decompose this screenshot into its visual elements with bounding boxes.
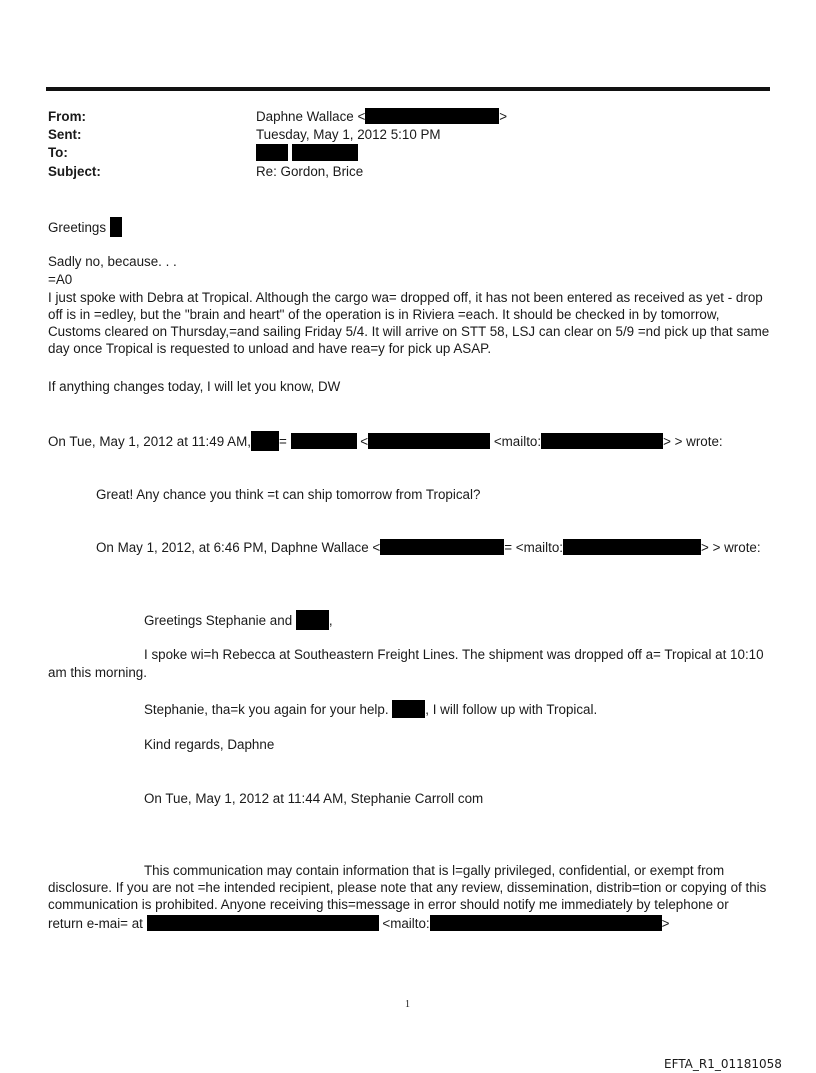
quote1-suffix: > > wrote: [663,434,723,449]
quote2-header [96,539,761,556]
from-close: > [499,109,508,124]
page-number: 1 [405,999,410,1010]
disclaimer-return-prefix: return e-mai= at [48,916,143,931]
body-paragraph-2: If anything changes today, I will let you know, DW [48,379,341,394]
redaction [365,108,499,124]
document-id: EFTA_R1_01181058 [664,1057,782,1071]
header-rule [46,87,770,91]
sent-value: Tuesday, May 1, 2012 5:10 PM [256,127,441,142]
disclaimer-mailto: <mailto: [382,916,430,931]
disclaimer-text: This communication may contain information that is l=gally privileged, confidential, or exempt from disclosure. If you are not =he intended recipient, please note that any review, dissemination, distrib=tion or copying of this communication is prohibited. Anyone receiving this=message in error should notify me immediately by telephone or [48,863,767,912]
quote2-para1: I spoke wi=h Rebecca at Southeastern Freight Lines. The shipment was dropped off a= Tropical at 10:10 [144,647,764,662]
from-name: Daphne Wallace < [256,109,366,124]
greeting [48,217,122,237]
redaction [563,539,701,555]
redaction [291,433,357,449]
subject-value: Re: Gordon, Brice [256,164,364,179]
to-label: To: [48,145,68,160]
redaction [392,700,425,718]
greeting-text: Greetings [48,220,107,235]
body-paragraph-1: I just spoke with Debra at Tropical. Although the cargo wa= dropped off, it has not been entered as received as yet - drop off is in =edley, but the "brain and heart" of the operation is in Riviera =each. It should be checked in by tomorrow, Customs cleared on Thursday,=and sailing Friday 5/4. It will arrive on STT 58, LSJ can clear on 5/9 =nd pick up that same day once Tropical is requested to unload and have rea=y for pick up ASAP. [48,290,770,356]
quote2-regards: Kind regards, Daphne [144,737,275,752]
redaction [147,915,379,931]
redaction [368,433,490,449]
quote2-greeting [144,610,333,630]
body-line-1: Sadly no, because. . . [48,254,177,269]
redaction [541,433,663,449]
quote2-thanks [144,700,597,718]
redaction [251,431,279,451]
quote2-suffix: > > wrote: [701,540,761,555]
redaction [256,144,288,161]
body-line-2: =A0 [48,272,73,287]
quote1-lt: < [360,434,369,449]
quote2-greeting-text: Greetings Stephanie and [144,613,293,628]
quote2-thanks-end: , I will follow up with Tropical. [425,702,598,717]
quote2-thanks-start: Stephanie, tha=k you again for your help. [144,702,389,717]
redaction [296,610,329,630]
quote1-mailto: <mailto: [493,434,542,449]
quote2-mailto: = <mailto: [504,540,564,555]
redaction [430,915,662,931]
from-value [256,108,507,125]
from-label: From: [48,109,86,124]
quote2-greeting-comma: , [328,613,333,628]
quote1-eq: = [278,434,287,449]
disclaimer-close: > [661,916,670,931]
quote1-body: Great! Any chance you think =t can ship tomorrow from Tropical? [96,487,481,502]
sent-label: Sent: [48,127,82,142]
quote1-prefix: On Tue, May 1, 2012 at 11:49 AM, [48,434,251,449]
redaction [292,144,358,161]
quote2-prefix: On May 1, 2012, at 6:46 PM, Daphne Wallace < [96,540,381,555]
disclaimer-return [48,915,669,932]
quote1-header [48,431,723,451]
redaction [110,217,122,237]
to-value [256,144,358,162]
redaction [380,539,504,555]
subject-label: Subject: [48,164,101,179]
quote3-header: On Tue, May 1, 2012 at 11:44 AM, Stephanie Carroll com [144,791,484,806]
quote2-para1-cont: am this morning. [48,665,147,680]
